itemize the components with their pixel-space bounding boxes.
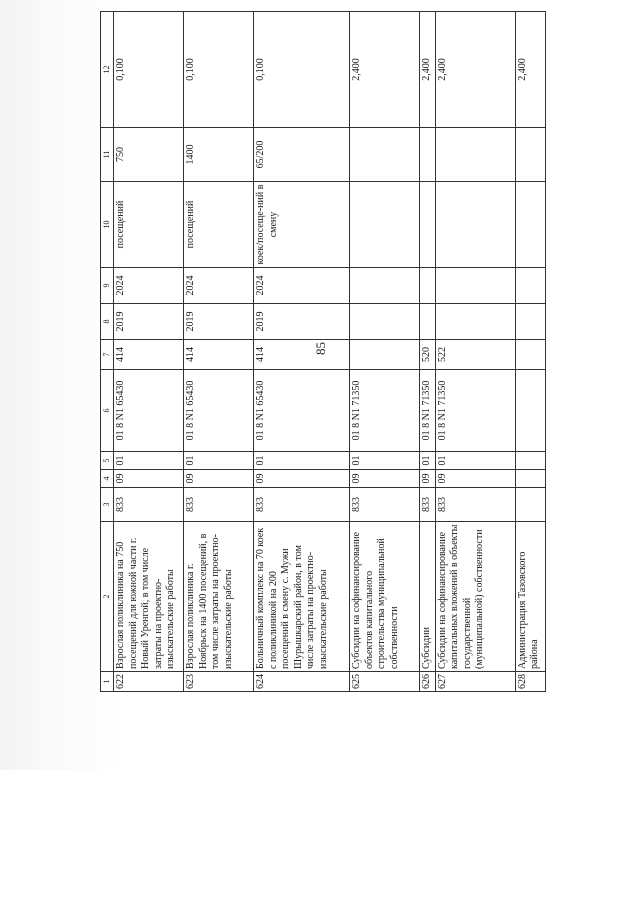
subsection-code: 01: [435, 452, 515, 470]
row-number: 628: [515, 672, 545, 692]
row-number: 622: [114, 672, 184, 692]
ministry-code: 833: [184, 488, 254, 522]
ministry-code: 833: [254, 488, 350, 522]
capacity-value: [435, 128, 515, 182]
subsection-code: 01: [350, 452, 420, 470]
capacity-unit: [515, 182, 545, 268]
ministry-code: 833: [350, 488, 420, 522]
target-article-code: 01 8 N1 65430: [254, 370, 350, 452]
expense-type-code: 414: [114, 340, 184, 370]
start-year: 2019: [184, 304, 254, 340]
column-header: 10: [101, 182, 114, 268]
section-code: 09: [254, 470, 350, 488]
amount: 2,400: [515, 12, 545, 128]
amount: 2,400: [350, 12, 420, 128]
column-number-row: [101, 12, 114, 692]
subsection-code: [515, 452, 545, 470]
end-year: 2024: [114, 268, 184, 304]
ministry-code: 833: [435, 488, 515, 522]
subsection-code: 01: [114, 452, 184, 470]
expense-type-code: 414: [184, 340, 254, 370]
section-code: 09: [184, 470, 254, 488]
budget-objects-table: [100, 11, 546, 692]
expense-type-code: 522: [435, 340, 515, 370]
expense-type-code: [515, 340, 545, 370]
start-year: [420, 304, 436, 340]
target-article-code: 01 8 N1 71350: [435, 370, 515, 452]
column-header: 1: [101, 672, 114, 692]
target-article-code: 01 8 N1 71350: [420, 370, 436, 452]
column-header: 7: [101, 340, 114, 370]
object-name: Больничный комплекс на 70 коек с поликлиникой на 200 посещений в смену с. Мужи Шурышкарский район, в том числе затраты на проектно-изыскательские работы: [254, 522, 350, 672]
amount: 2,400: [435, 12, 515, 128]
object-name: Субсидии: [420, 522, 436, 672]
table-row: [435, 12, 515, 692]
subsection-code: 01: [420, 452, 436, 470]
object-name: Субсидии на софинансирование объектов капитального строительства муниципальной собственности: [350, 522, 420, 672]
start-year: 2019: [114, 304, 184, 340]
ministry-code: 833: [420, 488, 436, 522]
capacity-value: 750: [114, 128, 184, 182]
end-year: [435, 268, 515, 304]
capacity-unit: коек/посеще-ний в смену: [254, 182, 350, 268]
start-year: [515, 304, 545, 340]
amount: 0,100: [184, 12, 254, 128]
section-code: 09: [114, 470, 184, 488]
capacity-value: [350, 128, 420, 182]
row-number: 626: [420, 672, 436, 692]
table-row: [184, 12, 254, 692]
table-row: [515, 12, 545, 692]
ministry-code: 833: [114, 488, 184, 522]
table-row: [420, 12, 436, 692]
column-header: 6: [101, 370, 114, 452]
end-year: [350, 268, 420, 304]
table-row: [254, 12, 350, 692]
column-header: 11: [101, 128, 114, 182]
end-year: [420, 268, 436, 304]
column-header: 8: [101, 304, 114, 340]
table-row: [114, 12, 184, 692]
end-year: 2024: [254, 268, 350, 304]
row-number: 627: [435, 672, 515, 692]
capacity-value: 65/200: [254, 128, 350, 182]
column-header: 5: [101, 452, 114, 470]
capacity-unit: посещений: [114, 182, 184, 268]
object-name: Взрослая поликлиника на 750 посещений для южной части г. Новый Уренгой, в том числе затраты на проектно-изыскательские работы: [114, 522, 184, 672]
capacity-value: [420, 128, 436, 182]
target-article-code: 01 8 N1 65430: [184, 370, 254, 452]
column-header: 2: [101, 522, 114, 672]
page-number: 85: [313, 342, 328, 355]
expense-type-code: 414: [254, 340, 350, 370]
start-year: [350, 304, 420, 340]
end-year: 2024: [184, 268, 254, 304]
section-code: 09: [350, 470, 420, 488]
object-name: Взрослая поликлиника г. Ноябрьск на 1400 посещений, в том числе затраты на проектно-изыскательские работы: [184, 522, 254, 672]
amount: 2,400: [420, 12, 436, 128]
start-year: [435, 304, 515, 340]
capacity-unit: посещений: [184, 182, 254, 268]
object-name: Субсидии на софинансирование капитальных вложений в объекты государственной (муниципальной) собственности: [435, 522, 515, 672]
target-article-code: 01 8 N1 65430: [114, 370, 184, 452]
capacity-unit: [435, 182, 515, 268]
expense-type-code: [350, 340, 420, 370]
section-code: 09: [435, 470, 515, 488]
subsection-code: 01: [184, 452, 254, 470]
start-year: 2019: [254, 304, 350, 340]
capacity-value: 1400: [184, 128, 254, 182]
amount: 0,100: [254, 12, 350, 128]
ministry-code: [515, 488, 545, 522]
section-code: [515, 470, 545, 488]
target-article-code: 01 8 N1 71350: [350, 370, 420, 452]
row-number: 624: [254, 672, 350, 692]
expense-type-code: 520: [420, 340, 436, 370]
capacity-unit: [350, 182, 420, 268]
end-year: [515, 268, 545, 304]
column-header: 4: [101, 470, 114, 488]
capacity-value: [515, 128, 545, 182]
amount: 0,100: [114, 12, 184, 128]
table-row: [350, 12, 420, 692]
rotated-table-container: [100, 12, 620, 692]
object-name: Администрация Тазовского района: [515, 522, 545, 672]
section-code: 09: [420, 470, 436, 488]
subsection-code: 01: [254, 452, 350, 470]
column-header: 9: [101, 268, 114, 304]
column-header: 12: [101, 12, 114, 128]
row-number: 625: [350, 672, 420, 692]
column-header: 3: [101, 488, 114, 522]
row-number: 623: [184, 672, 254, 692]
capacity-unit: [420, 182, 436, 268]
target-article-code: [515, 370, 545, 452]
